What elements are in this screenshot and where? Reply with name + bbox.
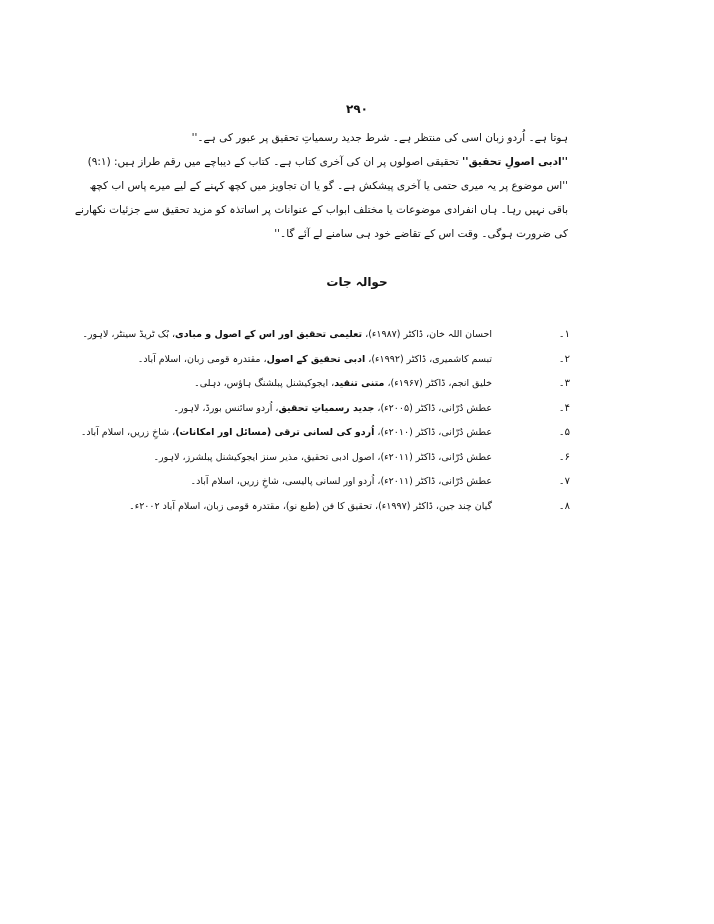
reference-text: عطش دُرّانی، ڈاکٹر (۲۰۱۱ء)، اُردو اور لسانی پالیسی، شاخِ زریں، اسلام آباد۔ xyxy=(190,476,492,487)
quote-line-2: باقی نہیں رہا۔ ہاں انفرادی موضوعات یا مختلف ابواب کے عنوانات پر اساتذہ کو مزید تحقیق سے جزئیات نکھارنے xyxy=(74,204,568,216)
reference-text: خلیق انجم، ڈاکٹر (۱۹۶۷ء)، متنی تنقید، ایجوکیشنل پبلشنگ ہاؤس، دہلی۔ xyxy=(194,378,492,389)
references-list xyxy=(80,326,570,522)
reference-number: ۴۔ xyxy=(558,402,570,414)
reference-number: ۵۔ xyxy=(558,427,570,438)
page-number: ۲۹۰ xyxy=(346,102,368,116)
reference-text: عطش دُرّانی، ڈاکٹر (۲۰۱۰ء)، اُردو کی لسانی ترقی (مسائل اور امکانات)، شاخِ زریں، اسلام آباد۔ xyxy=(80,427,492,438)
reference-text: گیان چند جین، ڈاکٹر (۱۹۹۷ء)، تحقیق کا فن (طبع نو)، مقتدرہ قومی زبان، اسلام آباد ۲۰۰۲ء۔ xyxy=(129,500,492,512)
body-text xyxy=(74,126,568,246)
body-line-2 xyxy=(87,150,568,174)
reference-item xyxy=(82,326,570,351)
references-heading: حوالہ جات xyxy=(326,275,388,289)
body-line-1: ہوتا ہے۔ اُردو زبان اسی کی منتظر ہے۔ شرط جدید رسمیاتِ تحقیق پر عبور کی ہے۔'' xyxy=(191,132,568,144)
reference-item xyxy=(150,400,570,425)
book-title-adabi-usool-e-tehqeeq: ''ادبی اصولِ تحقیق'' xyxy=(462,156,568,168)
reference-item xyxy=(80,424,570,449)
reference-item xyxy=(150,375,570,400)
reference-number: ۱۔ xyxy=(558,329,570,340)
quote-line-1: ''اس موضوع پر یہ میری حتمی یا آخری پیشکش ہے۔ گو یا ان تجاویز میں کچھ کہنے کے لیے میرے پاس اب کچھ xyxy=(89,180,568,192)
reference-text: عطش دُرّانی، ڈاکٹر (۲۰۰۵ء)، جدید رسمیاتِ تحقیق، اُردو سائنس بورڈ، لاہور۔ xyxy=(173,402,492,414)
body-line-2-rest: تحقیقی اصولوں پر ان کی آخری کتاب ہے۔ کتاب کے دیباچے میں رقم طراز ہیں: (۹:۱) xyxy=(87,156,459,168)
reference-number: ۶۔ xyxy=(558,451,570,463)
reference-text: عطش دُرّانی، ڈاکٹر (۲۰۱۱ء)، اصول ادبی تحقیق، مذیر سنز ایجوکیشنل پبلشرز، لاہور۔ xyxy=(153,451,492,463)
reference-item xyxy=(150,449,570,474)
reference-number: ۲۔ xyxy=(558,353,570,365)
reference-text: تبسم کاشمیری، ڈاکٹر (۱۹۹۲ء)، ادبی تحقیق کے اصول، مقتدرہ قومی زبان، اسلام آباد۔ xyxy=(137,353,492,365)
reference-number: ۷۔ xyxy=(558,476,570,487)
quote-line-3: کی ضرورت ہوگی۔ وقت اس کے تقاضے خود ہی سامنے لے آئے گا۔'' xyxy=(274,228,568,240)
reference-number: ۸۔ xyxy=(558,500,570,512)
reference-item xyxy=(150,473,570,498)
reference-item xyxy=(129,498,570,523)
reference-item xyxy=(137,351,570,376)
reference-text: احسان اللہ خان، ڈاکٹر (۱۹۸۷ء)، تعلیمی تحقیق اور اس کے اصول و مبادی، بُک ٹریڈ سینٹر، لاہور۔ xyxy=(82,329,492,340)
reference-number: ۳۔ xyxy=(558,378,570,389)
